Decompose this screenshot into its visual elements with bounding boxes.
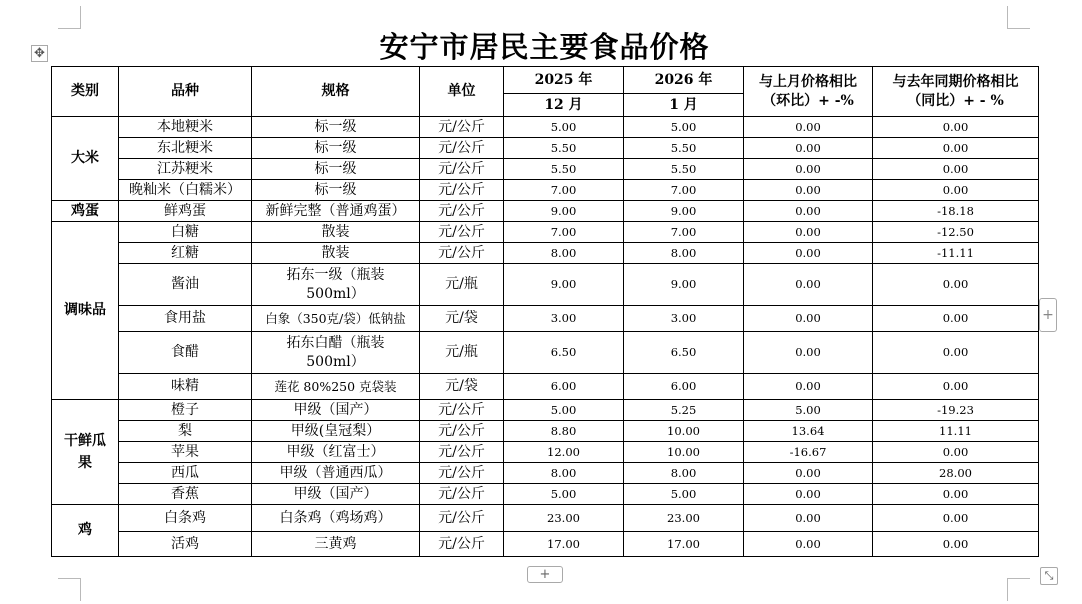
table-row [52,243,1039,264]
price-2026-1-cell: 23.00 [624,505,744,532]
unit-cell: 元/公斤 [420,138,504,159]
price-2026-1-cell: 5.50 [624,138,744,159]
price-2026-1-cell: 5.50 [624,159,744,180]
header-yoy-line2: （同比）+ - % [907,92,1004,109]
spec-cell: 白条鸡（鸡场鸡） [252,505,420,532]
price-2025-12-cell: 17.00 [504,532,624,557]
price-2025-12-cell: 8.00 [504,463,624,484]
category-cell: 调味品 [52,222,119,400]
yoy-change-cell: 0.00 [873,264,1039,306]
yoy-change-cell: 0.00 [873,180,1039,201]
spec-cell: 三黄鸡 [252,532,420,557]
variety-cell: 香蕉 [119,484,252,505]
unit-cell: 元/公斤 [420,421,504,442]
price-2025-12-cell: 5.50 [504,159,624,180]
unit-cell: 元/公斤 [420,532,504,557]
spec-cell: 标一级 [252,159,420,180]
yoy-change-cell: 0.00 [873,306,1039,332]
table-row [52,532,1039,557]
yoy-change-cell: -11.11 [873,243,1039,264]
yoy-change-cell: 0.00 [873,159,1039,180]
variety-cell: 白糖 [119,222,252,243]
mom-change-cell: 5.00 [744,400,873,421]
unit-cell: 元/瓶 [420,264,504,306]
price-2026-1-cell: 7.00 [624,222,744,243]
price-2025-12-cell: 9.00 [504,264,624,306]
yoy-change-cell: 0.00 [873,332,1039,374]
mom-change-cell: 0.00 [744,117,873,138]
table-row [52,374,1039,400]
spec-cell: 拓东白醋（瓶装500ml） [252,332,420,374]
variety-cell: 食用盐 [119,306,252,332]
price-2026-1-cell: 6.00 [624,374,744,400]
price-2026-1-cell: 6.50 [624,332,744,374]
yoy-change-cell: 0.00 [873,374,1039,400]
yoy-change-cell: -18.18 [873,201,1039,222]
variety-cell: 江苏粳米 [119,159,252,180]
crop-mark-bottom-left [58,578,81,601]
price-2026-1-cell: 10.00 [624,442,744,463]
variety-cell: 酱油 [119,264,252,306]
table-row [52,180,1039,201]
spec-cell: 新鲜完整（普通鸡蛋） [252,201,420,222]
spec-cell: 甲级（普通西瓜） [252,463,420,484]
price-2025-12-cell: 8.80 [504,421,624,442]
price-2026-1-cell: 8.00 [624,463,744,484]
table-row [52,463,1039,484]
unit-cell: 元/公斤 [420,505,504,532]
header-mom-line2: （环比）+ -% [762,92,854,109]
yoy-change-cell: -12.50 [873,222,1039,243]
unit-cell: 元/公斤 [420,222,504,243]
spec-cell: 白象（350克/袋）低钠盐 [252,306,420,332]
variety-cell: 红糖 [119,243,252,264]
price-2025-12-cell: 6.00 [504,374,624,400]
yoy-change-cell: 0.00 [873,484,1039,505]
price-2026-1-cell: 5.00 [624,484,744,505]
variety-cell: 活鸡 [119,532,252,557]
spec-cell: 散装 [252,243,420,264]
mom-change-cell: 0.00 [744,332,873,374]
table-row [52,117,1039,138]
yoy-change-cell: 0.00 [873,505,1039,532]
header-yoy-line1: 与去年同期价格相比 [892,73,1019,90]
table-row [52,421,1039,442]
add-column-button[interactable]: + [1039,298,1057,332]
header-month-curr: 1 月 [624,94,744,117]
price-2026-1-cell: 10.00 [624,421,744,442]
price-2025-12-cell: 7.00 [504,180,624,201]
table-row [52,442,1039,463]
price-2025-12-cell: 5.00 [504,117,624,138]
unit-cell: 元/公斤 [420,484,504,505]
variety-cell: 梨 [119,421,252,442]
header-year-prev: 2025 年 [504,67,624,94]
unit-cell: 元/公斤 [420,159,504,180]
mom-change-cell: 0.00 [744,505,873,532]
unit-cell: 元/公斤 [420,180,504,201]
mom-change-cell: 0.00 [744,201,873,222]
mom-change-cell: 0.00 [744,180,873,201]
variety-cell: 橙子 [119,400,252,421]
price-2025-12-cell: 9.00 [504,201,624,222]
spec-cell: 甲级（红富士） [252,442,420,463]
category-cell: 大米 [52,117,119,201]
mom-change-cell: 0.00 [744,463,873,484]
price-2026-1-cell: 17.00 [624,532,744,557]
unit-cell: 元/瓶 [420,332,504,374]
price-2026-1-cell: 9.00 [624,201,744,222]
spec-cell: 拓东一级（瓶装500ml） [252,264,420,306]
category-cell: 鸡蛋 [52,201,119,222]
yoy-change-cell: 0.00 [873,532,1039,557]
header-variety: 品种 [119,67,252,117]
spec-cell: 甲级（国产） [252,484,420,505]
header-mom [744,67,873,117]
mom-change-cell: 0.00 [744,243,873,264]
mom-change-cell: 0.00 [744,374,873,400]
spec-cell: 标一级 [252,117,420,138]
crop-mark-top-right [1007,6,1030,29]
mom-change-cell: 0.00 [744,222,873,243]
spec-cell: 标一级 [252,180,420,201]
price-2025-12-cell: 6.50 [504,332,624,374]
price-2025-12-cell: 23.00 [504,505,624,532]
mom-change-cell: 0.00 [744,159,873,180]
unit-cell: 元/公斤 [420,243,504,264]
spec-cell: 甲级(皇冠梨） [252,421,420,442]
variety-cell: 本地粳米 [119,117,252,138]
spec-cell: 莲花 80%250 克袋装 [252,374,420,400]
price-2025-12-cell: 5.00 [504,400,624,421]
add-row-button[interactable]: + [527,566,563,583]
variety-cell: 西瓜 [119,463,252,484]
price-2025-12-cell: 5.50 [504,138,624,159]
price-2025-12-cell: 7.00 [504,222,624,243]
document-title: 安宁市居民主要食品价格 [379,30,710,64]
unit-cell: 元/袋 [420,374,504,400]
table-move-handle-icon[interactable]: ✥ [31,45,48,62]
price-2026-1-cell: 8.00 [624,243,744,264]
header-category: 类别 [52,67,119,117]
variety-cell: 晚籼米（白糯米） [119,180,252,201]
mom-change-cell: 0.00 [744,264,873,306]
table-row [52,201,1039,222]
yoy-change-cell: 11.11 [873,421,1039,442]
crop-mark-top-left [58,6,81,29]
yoy-change-cell: -19.23 [873,400,1039,421]
table-row [52,306,1039,332]
unit-cell: 元/公斤 [420,117,504,138]
table-row [52,505,1039,532]
price-2026-1-cell: 5.25 [624,400,744,421]
unit-cell: 元/袋 [420,306,504,332]
table-row [52,400,1039,421]
price-2026-1-cell: 7.00 [624,180,744,201]
price-2025-12-cell: 8.00 [504,243,624,264]
unit-cell: 元/公斤 [420,400,504,421]
mom-change-cell: 0.00 [744,484,873,505]
price-2026-1-cell: 3.00 [624,306,744,332]
category-cell: 鸡 [52,505,119,557]
unit-cell: 元/公斤 [420,463,504,484]
table-row [52,484,1039,505]
variety-cell: 东北粳米 [119,138,252,159]
table-resize-handle-icon[interactable]: ⤡ [1040,567,1058,585]
yoy-change-cell: 0.00 [873,442,1039,463]
mom-change-cell: -16.67 [744,442,873,463]
header-unit: 单位 [420,67,504,117]
mom-change-cell: 13.64 [744,421,873,442]
variety-cell: 苹果 [119,442,252,463]
price-2025-12-cell: 5.00 [504,484,624,505]
yoy-change-cell: 0.00 [873,138,1039,159]
spec-cell: 标一级 [252,138,420,159]
table-row [52,332,1039,374]
header-yoy [873,67,1039,117]
yoy-change-cell: 0.00 [873,117,1039,138]
unit-cell: 元/公斤 [420,442,504,463]
crop-mark-bottom-right [1007,578,1030,601]
mom-change-cell: 0.00 [744,138,873,159]
mom-change-cell: 0.00 [744,532,873,557]
variety-cell: 鲜鸡蛋 [119,201,252,222]
price-2026-1-cell: 5.00 [624,117,744,138]
header-mom-line1: 与上月价格相比 [759,73,857,90]
price-table [51,66,1039,557]
category-cell: 干鲜瓜果 [52,400,119,505]
price-2026-1-cell: 9.00 [624,264,744,306]
spec-cell: 散装 [252,222,420,243]
header-year-curr: 2026 年 [624,67,744,94]
table-row [52,222,1039,243]
unit-cell: 元/公斤 [420,201,504,222]
table-row [52,159,1039,180]
spec-cell: 甲级（国产） [252,400,420,421]
price-2025-12-cell: 12.00 [504,442,624,463]
variety-cell: 食醋 [119,332,252,374]
variety-cell: 白条鸡 [119,505,252,532]
table-row [52,264,1039,306]
variety-cell: 味精 [119,374,252,400]
mom-change-cell: 0.00 [744,306,873,332]
table-row [52,138,1039,159]
yoy-change-cell: 28.00 [873,463,1039,484]
header-month-prev: 12 月 [504,94,624,117]
price-2025-12-cell: 3.00 [504,306,624,332]
header-spec: 规格 [252,67,420,117]
